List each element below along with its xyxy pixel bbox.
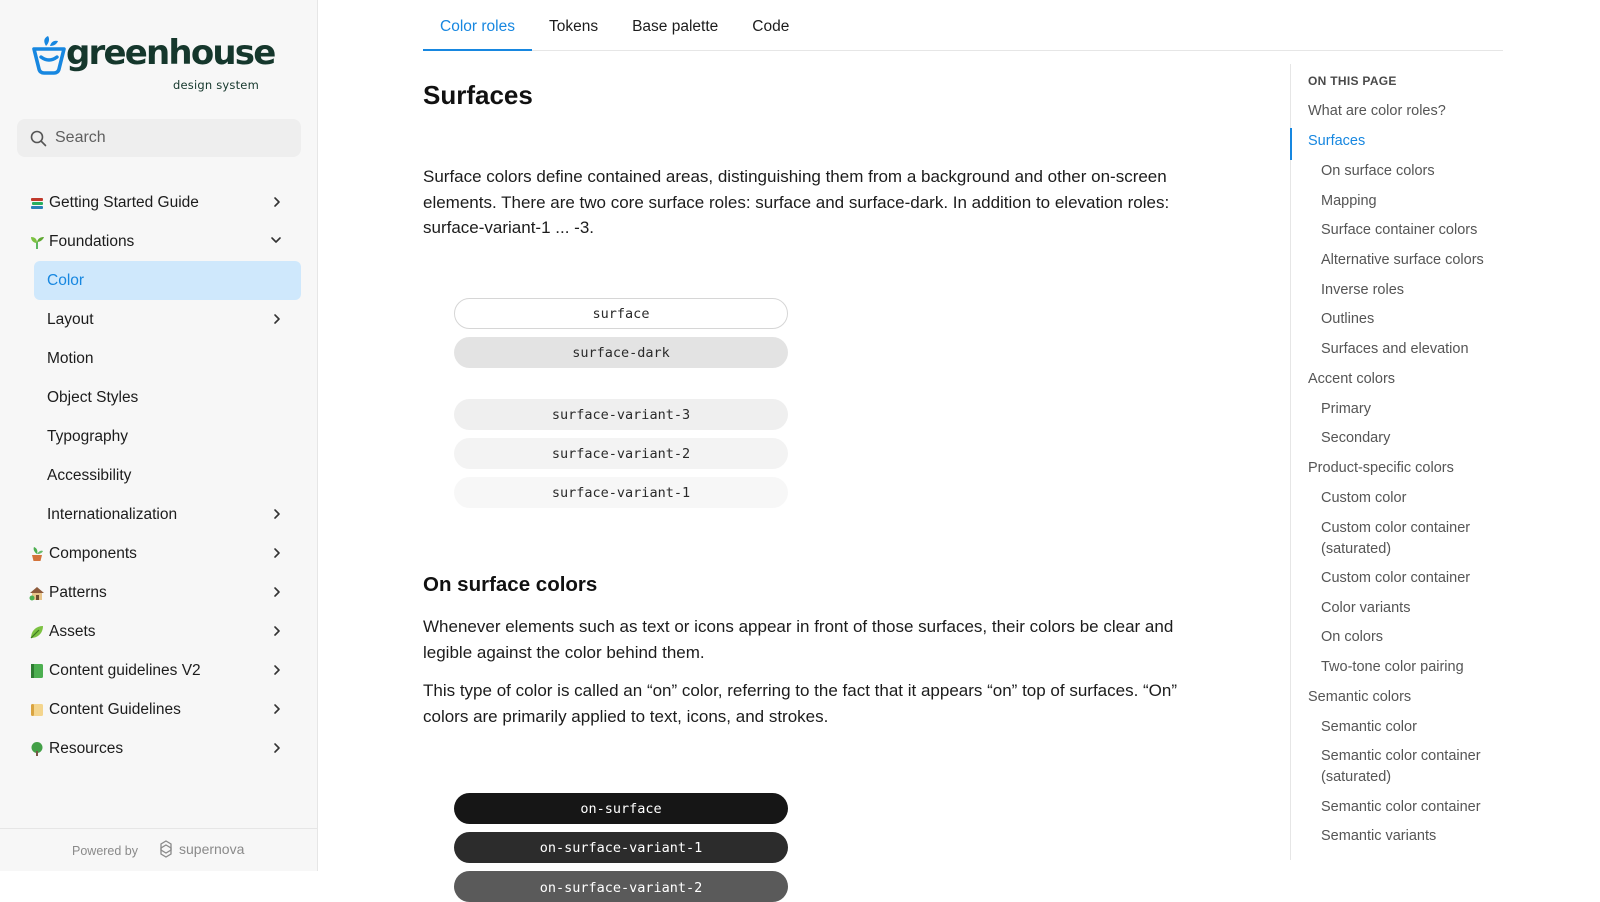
nav-item-label: Internationalization (47, 505, 178, 523)
toc-item[interactable]: Product-specific colors (1308, 460, 1454, 476)
swatch-on-surface-variant-1: on-surface-variant-1 (454, 832, 788, 863)
section-title-on-surface: On surface colors (423, 573, 598, 596)
tab-tokens[interactable]: Tokens (548, 18, 599, 35)
chevron-right-icon (272, 664, 282, 676)
nav-item-label: Resources (49, 739, 124, 757)
toc-item[interactable]: Inverse roles (1321, 282, 1405, 298)
chevron-right-icon (272, 196, 282, 208)
tree-emoji-icon (29, 741, 45, 757)
nav-item-patterns[interactable] (0, 573, 318, 612)
toc-item[interactable]: Accent colors (1308, 371, 1396, 387)
search-icon (30, 130, 47, 147)
toc-active-marker (1290, 128, 1292, 160)
nav-item-color[interactable] (34, 261, 301, 300)
toc-item[interactable]: What are color roles? (1308, 103, 1446, 119)
on-surface-description-1: Whenever elements such as text or icons appear in front of those surfaces, their colors be clear and legible against the color behind them. (423, 617, 1174, 662)
tab-bar (423, 0, 1503, 51)
toc-item[interactable]: Custom color container (saturated) (1321, 520, 1471, 557)
leaf-emoji-icon (29, 624, 45, 640)
toc-item[interactable]: Two-tone color pairing (1321, 659, 1464, 675)
toc-item[interactable]: On colors (1321, 629, 1384, 645)
tab-base-palette[interactable]: Base palette (632, 18, 719, 35)
on-surface-description-2: This type of color is called an “on” color, referring to the fact that it appears “on” top of surfaces. “On” colors are primarily applied to text, icons, and strokes. (423, 681, 1178, 726)
search-box[interactable] (17, 119, 301, 157)
books-emoji-icon (29, 195, 45, 211)
toc-item[interactable]: Color variants (1321, 600, 1411, 616)
supernova-link[interactable] (157, 840, 244, 858)
swatch-surface-variant-1: surface-variant-1 (454, 477, 788, 508)
toc-item[interactable]: Primary (1321, 401, 1371, 417)
nav-item-label: Getting Started Guide (49, 193, 199, 211)
toc-item[interactable]: Surface container colors (1321, 222, 1478, 238)
section-title-surfaces: Surfaces (423, 80, 533, 110)
chevron-right-icon (272, 508, 282, 520)
tab-color-roles[interactable]: Color roles (423, 0, 532, 51)
nav-item-getting-started[interactable] (0, 183, 318, 222)
nav-item-label: Object Styles (47, 388, 139, 406)
chevron-right-icon (272, 703, 282, 715)
toc-item[interactable]: On surface colors (1321, 163, 1435, 179)
nav-item-label: Layout (47, 310, 94, 328)
scroll-emoji-icon (29, 702, 45, 718)
surfaces-description: Surface colors define contained areas, distinguishing them from a background and other on-screen elements. There are two core surface roles: surface and surface-dark. In addition to elevation roles: surface-variant-1 ... -3. (423, 167, 1170, 237)
brand-logo[interactable] (32, 33, 275, 94)
nav-item-resources[interactable] (0, 729, 318, 768)
nav-item-motion[interactable] (0, 339, 318, 378)
toc-item[interactable]: Secondary (1321, 430, 1391, 446)
nav-item-accessibility[interactable] (0, 456, 318, 495)
toc-item[interactable]: Semantic variants (1321, 828, 1437, 844)
toc-item[interactable]: Mapping (1321, 193, 1377, 209)
toc-item[interactable]: Semantic color (1321, 719, 1417, 735)
toc-item[interactable]: Surfaces and elevation (1321, 341, 1469, 357)
nav-item-content-guidelines-v2[interactable] (0, 651, 318, 690)
brand-name: greenhouse (66, 33, 275, 73)
chevron-right-icon (272, 742, 282, 754)
chevron-right-icon (272, 625, 282, 637)
flowerpot-logo-icon (32, 36, 66, 76)
nav-item-label: Components (49, 544, 137, 562)
nav-item-label: Foundations (49, 232, 135, 250)
nav-item-assets[interactable] (0, 612, 318, 651)
on-this-page-toc (1290, 64, 1520, 860)
toc-item[interactable]: Custom color (1321, 490, 1407, 506)
potted-plant-emoji-icon (29, 546, 45, 562)
sidebar-nav (0, 183, 318, 768)
nav-item-label: Color (47, 271, 85, 289)
toc-item[interactable]: Semantic colors (1308, 689, 1412, 705)
supernova-logo-icon (157, 840, 175, 858)
brand-subtitle: design system (173, 78, 259, 92)
nav-item-internationalization[interactable] (0, 495, 318, 534)
toc-item[interactable]: Alternative surface colors (1321, 252, 1484, 268)
nav-item-label: Accessibility (47, 466, 132, 484)
tab-code[interactable]: Code (752, 18, 790, 35)
swatch-surface-variant-2: surface-variant-2 (454, 438, 788, 469)
chevron-right-icon (272, 547, 282, 559)
swatch-on-surface-variant-2: on-surface-variant-2 (454, 871, 788, 902)
powered-by-label: Powered by (72, 844, 139, 858)
toc-item[interactable]: Semantic color container (saturated) (1321, 748, 1481, 785)
toc-item[interactable]: Outlines (1321, 311, 1375, 327)
toc-item[interactable]: Surfaces (1308, 133, 1366, 149)
sidebar-footer (0, 828, 318, 871)
swatch-surface-dark: surface-dark (454, 337, 788, 368)
toc-item[interactable]: Semantic color container (1321, 799, 1481, 815)
nav-item-label: Patterns (49, 583, 107, 601)
toc-title: ON THIS PAGE (1308, 74, 1397, 88)
nav-item-components[interactable] (0, 534, 318, 573)
chevron-right-icon (272, 586, 282, 598)
chevron-right-icon (272, 313, 282, 325)
nav-item-foundations[interactable] (0, 222, 318, 261)
swatch-surface: surface (454, 298, 788, 329)
swatch-surface-variant-3: surface-variant-3 (454, 399, 788, 430)
house-emoji-icon (29, 585, 45, 601)
toc-item[interactable]: Custom color container (1321, 570, 1471, 586)
nav-item-layout[interactable] (0, 300, 318, 339)
nav-item-label: Typography (47, 427, 128, 445)
chevron-down-icon (270, 235, 282, 245)
nav-item-object-styles[interactable] (0, 378, 318, 417)
green-book-emoji-icon (29, 663, 45, 679)
nav-item-typography[interactable] (0, 417, 318, 456)
nav-item-label: Assets (49, 622, 96, 640)
nav-item-label: Motion (47, 349, 94, 367)
search-input[interactable] (55, 119, 291, 157)
sidebar (0, 0, 318, 871)
nav-item-label: Content Guidelines (49, 700, 181, 718)
nav-item-content-guidelines[interactable] (0, 690, 318, 729)
nav-item-label: Content guidelines V2 (49, 661, 201, 679)
supernova-label: supernova (179, 841, 245, 857)
seedling-emoji-icon (29, 234, 45, 250)
swatch-on-surface: on-surface (454, 793, 788, 824)
